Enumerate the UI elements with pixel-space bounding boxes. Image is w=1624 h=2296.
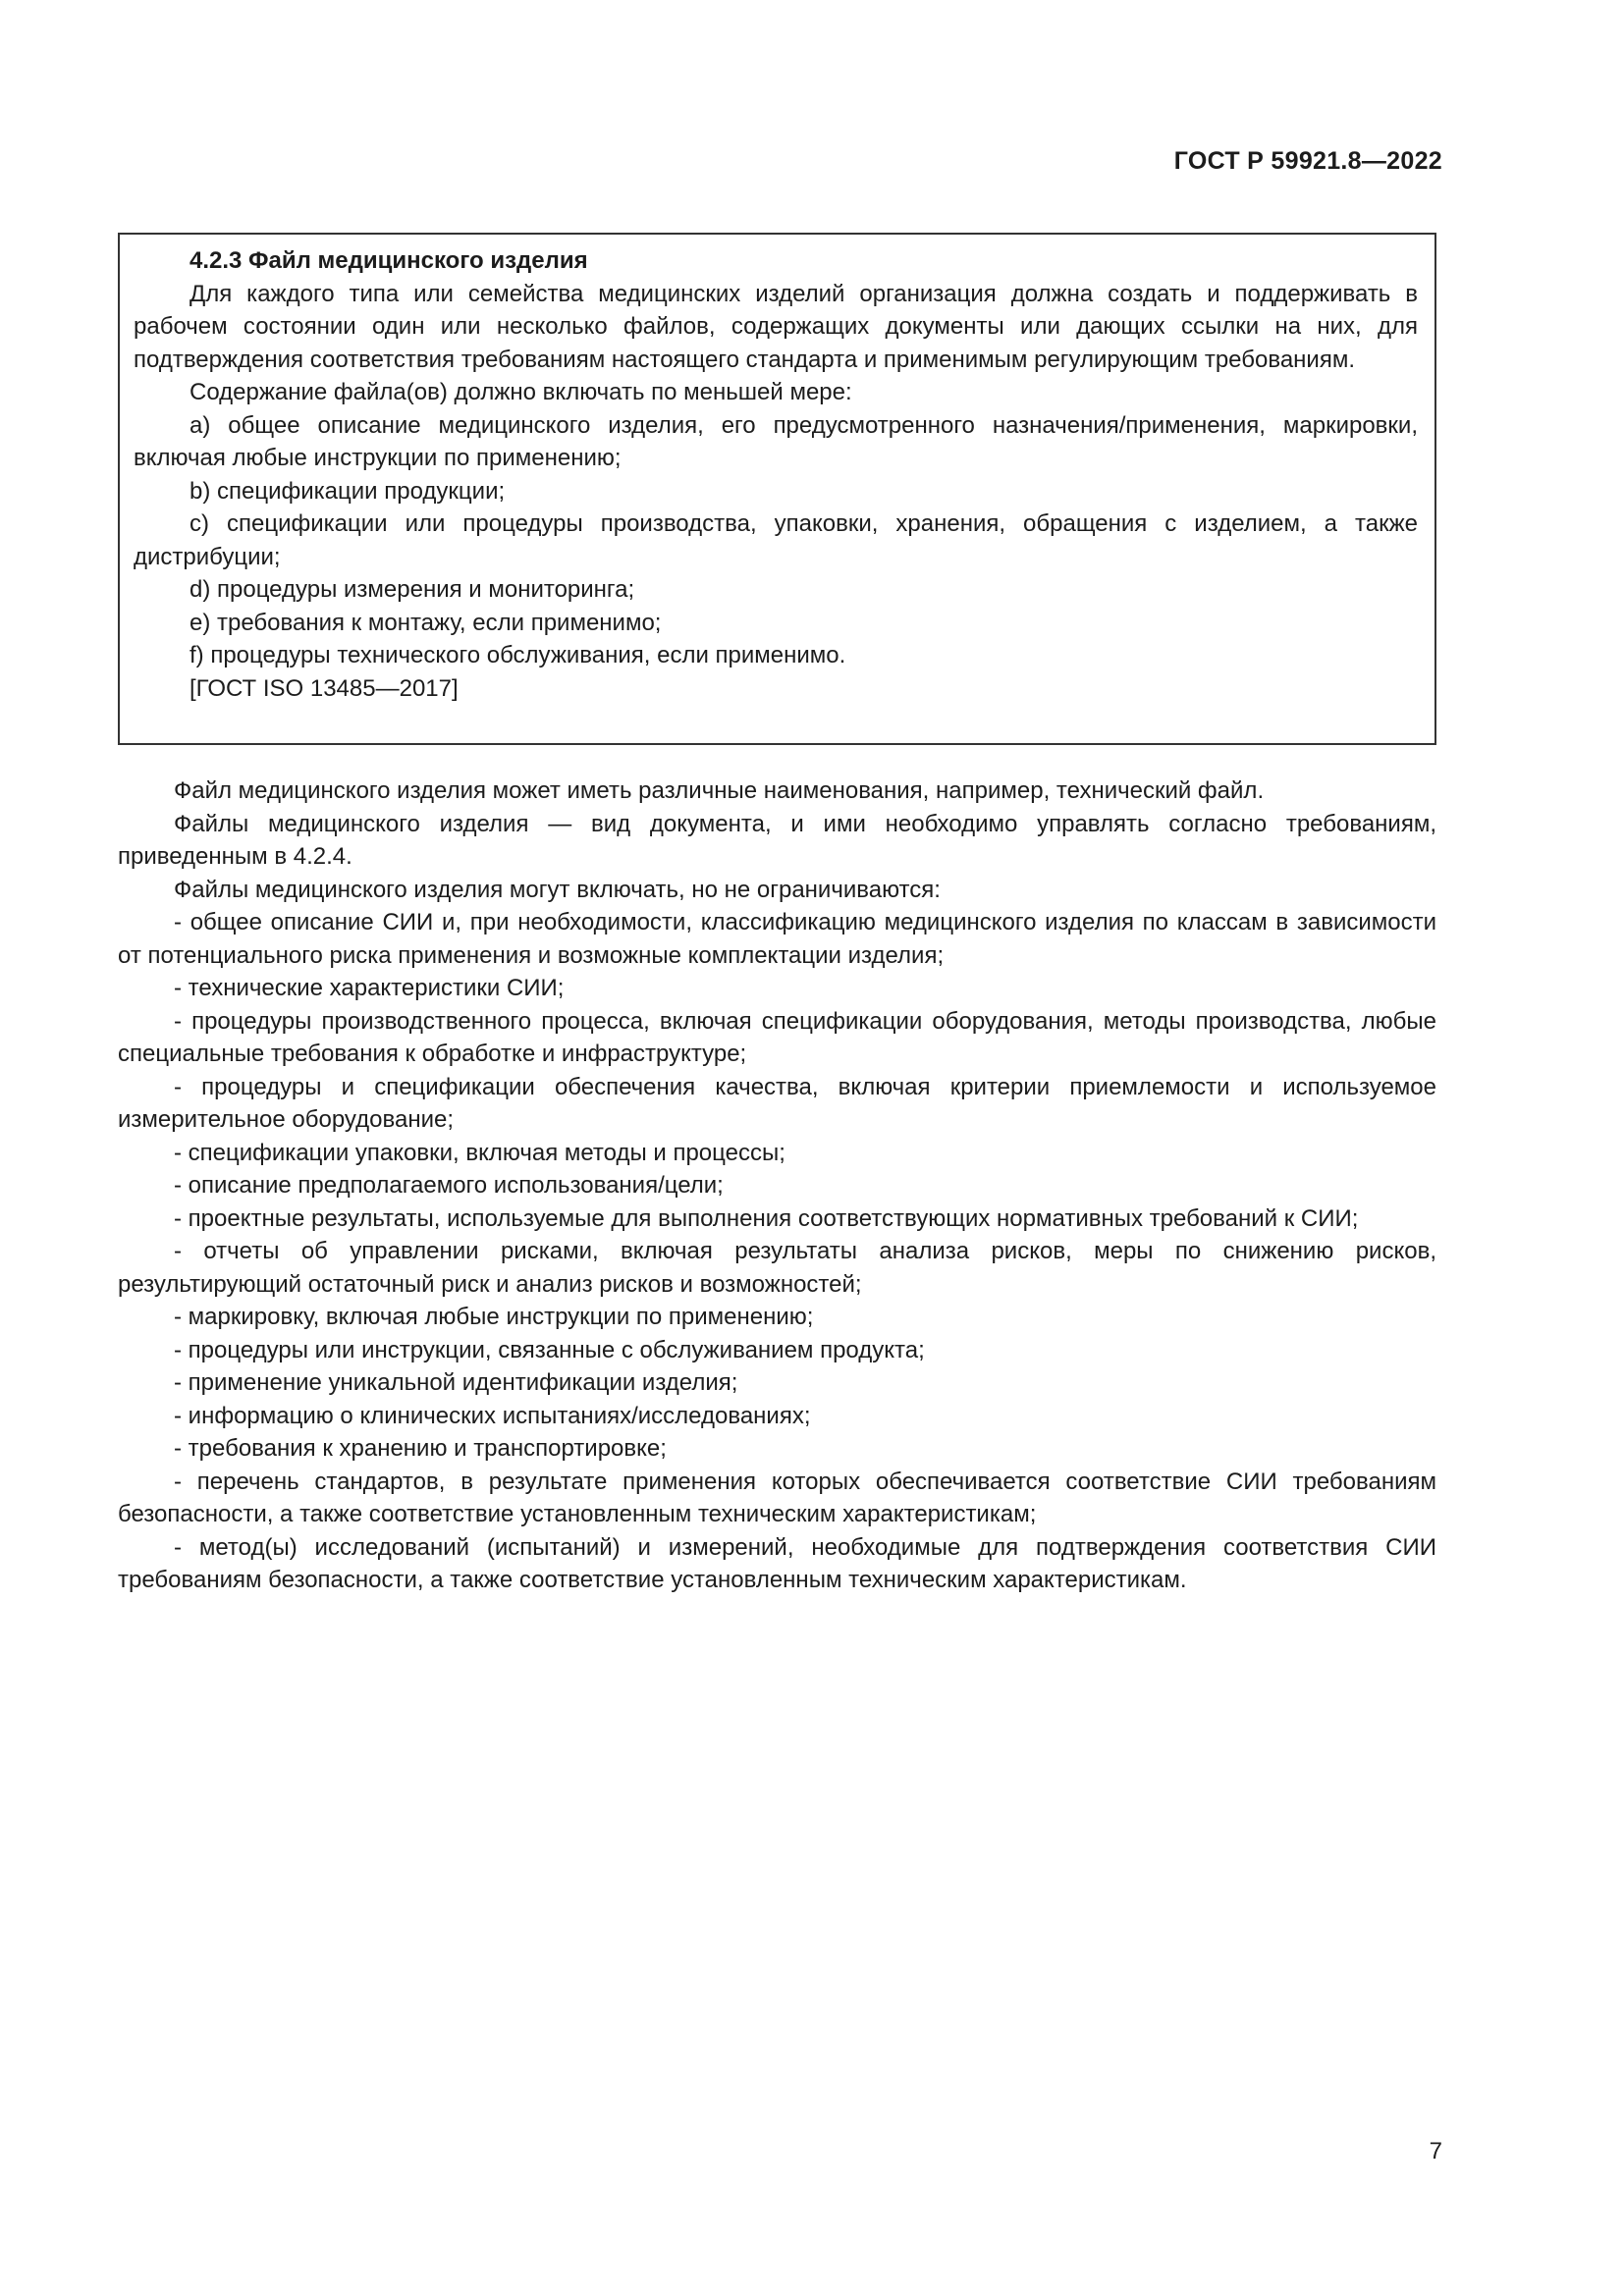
- body-list-item: - информацию о клинических испытаниях/исследованиях;: [174, 1402, 811, 1429]
- box-list-item: e) требования к монтажу, если применимо;: [189, 609, 662, 636]
- box-list-item: f) процедуры технического обслуживания, если применимо.: [189, 642, 846, 668]
- body-text: [118, 774, 1436, 1597]
- body-list-item: - метод(ы) исследований (испытаний) и измерений, необходимые для подтверждения соответствия СИИ требованиям безопасности, а также соответствие установленным техническим характеристикам.: [118, 1533, 1436, 1593]
- body-list-item: - общее описание СИИ и, при необходимости, классификацию медицинского изделия по классам в зависимости от потенциального риска применения и возможные комплектации изделия;: [118, 909, 1436, 969]
- body-list-item: - процедуры или инструкции, связанные с обслуживанием продукта;: [174, 1336, 925, 1363]
- body-list-item: - проектные результаты, используемые для выполнения соответствующих нормативных требований к СИИ;: [174, 1204, 1359, 1232]
- body-list-item: - перечень стандартов, в результате применения которых обеспечивается соответствие СИИ требованиям безопасности, а также соответствие установленным техническим характеристикам;: [118, 1468, 1436, 1527]
- body-list-item: - требования к хранению и транспортировке;: [174, 1435, 667, 1462]
- body-list-item: - процедуры производственного процесса, включая спецификации оборудования, методы производства, любые специальные требования к обработке и инфраструктуре;: [118, 1007, 1436, 1067]
- box-title: 4.2.3 Файл медицинского изделия: [189, 247, 588, 274]
- box-list-item: d) процедуры измерения и мониторинга;: [189, 576, 635, 603]
- body-paragraph: Файлы медицинского изделия могут включать, но не ограничиваются:: [174, 876, 941, 903]
- body-paragraph: Файл медицинского изделия может иметь различные наименования, например, технический файл.: [174, 777, 1265, 804]
- page-number: 7: [1429, 2138, 1442, 2164]
- body-list-item: - технические характеристики СИИ;: [174, 975, 565, 1001]
- quoted-requirement-box: [118, 233, 1436, 745]
- box-paragraph: Для каждого типа или семейства медицинских изделий организация должна создать и поддерживать в рабочем состоянии один или несколько файлов, содержащих документы или дающих ссылки на них, для подтверждения соответствия требованиям настоящего стандарта и применимым регулирующим требованиям.: [134, 280, 1418, 373]
- box-reference: [ГОСТ ISO 13485—2017]: [189, 674, 459, 702]
- body-list-item: - спецификации упаковки, включая методы и процессы;: [174, 1139, 785, 1166]
- box-paragraph: Содержание файла(ов) должно включать по меньшей мере:: [189, 379, 852, 405]
- body-list-item: - процедуры и спецификации обеспечения качества, включая критерии приемлемости и используемое измерительное оборудование;: [118, 1073, 1436, 1133]
- box-list-item: b) спецификации продукции;: [189, 477, 506, 505]
- body-list-item: - применение уникальной идентификации изделия;: [174, 1369, 738, 1396]
- body-paragraph: Файлы медицинского изделия — вид документа, и ими необходимо управлять согласно требованиям, приведенным в 4.2.4.: [118, 810, 1436, 870]
- body-list-item: - отчеты об управлении рисками, включая результаты анализа рисков, меры по снижению рисков, результирующий остаточный риск и анализ рисков и возможностей;: [118, 1238, 1436, 1298]
- box-list-item: a) общее описание медицинского изделия, его предусмотренного назначения/применения, маркировки, включая любые инструкции по применению;: [134, 411, 1418, 471]
- box-list-item: c) спецификации или процедуры производства, упаковки, хранения, обращения с изделием, а также дистрибуции;: [134, 510, 1418, 570]
- document-code: ГОСТ Р 59921.8—2022: [1173, 147, 1442, 175]
- body-list-item: - описание предполагаемого использования/цели;: [174, 1172, 724, 1199]
- body-list-item: - маркировку, включая любые инструкции по применению;: [174, 1304, 814, 1330]
